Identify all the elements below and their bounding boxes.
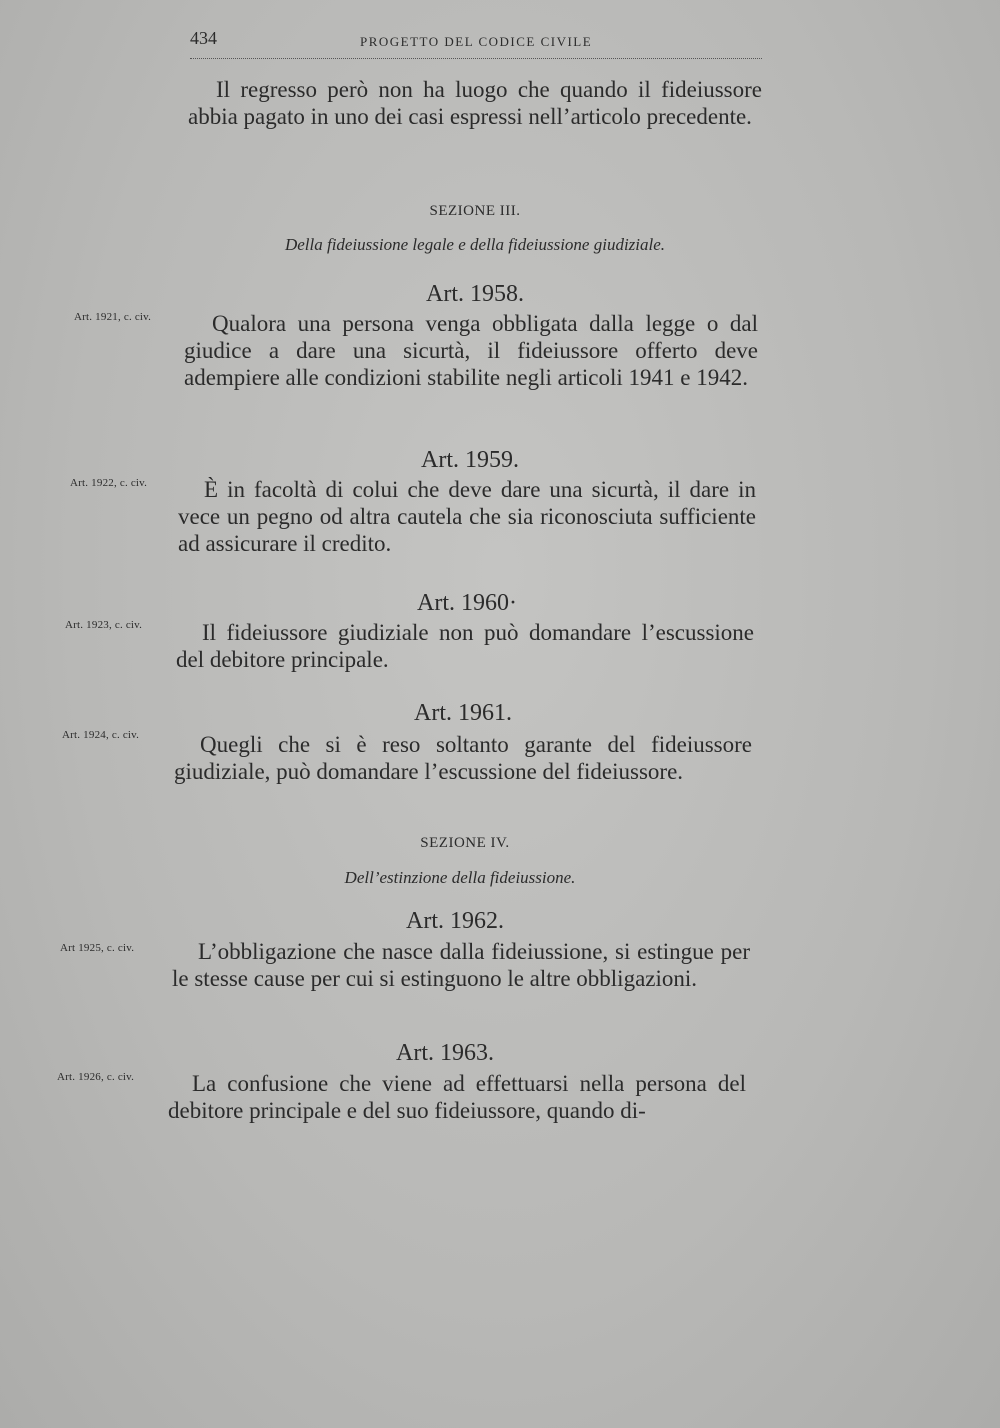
article-heading: Art. 1959. <box>421 447 519 473</box>
margin-reference: Art 1925, c. civ. <box>60 942 135 954</box>
article-text: È in facoltà di colui che deve dare una sicurtà, il dare in vece un pegno od altra cautela che sia riconosciuta sufficiente ad assicurare il credito. <box>178 477 756 556</box>
margin-reference: Art. 1922, c. civ. <box>70 477 148 489</box>
section-4-title: Dell’estinzione della fideiussione. <box>344 868 576 887</box>
section-4-label: SEZIONE IV. <box>420 835 510 851</box>
section-3-label: SEZIONE III. <box>429 203 521 219</box>
article-heading: Art. 1963. <box>396 1040 494 1066</box>
article-heading: Art. 1962. <box>406 908 504 934</box>
article-heading: Art. 1958. <box>426 281 524 307</box>
article-heading: Art. 1960· <box>417 590 517 616</box>
running-title: PROGETTO DEL CODICE CIVILE <box>360 34 593 49</box>
section-3-title: Della fideiussione legale e della fideiussione giudiziale. <box>284 235 666 254</box>
article-text: Il fideiussore giudiziale non può domandare l’escussione del debitore principale. <box>176 620 754 672</box>
article-text: La confusione che viene ad effettuarsi nella persona del debitore principale e del suo fideiussore, quando di- <box>168 1071 746 1123</box>
page-number: 434 <box>190 28 217 48</box>
article-text: L’obbligazione che nasce dalla fideiussione, si estingue per le stesse cause per cui si estinguono le altre obbligazioni. <box>172 939 750 991</box>
article-text: Qualora una persona venga obbligata dalla legge o dal giudice a dare una sicurtà, il fideiussore offerto deve adempiere alle condizioni stabilite negli articoli 1941 e 1942. <box>184 311 758 390</box>
article-text: Quegli che si è reso soltanto garante del fideiussore giudiziale, può domandare l’escussione del fideiussore. <box>174 732 752 784</box>
margin-reference: Art. 1924, c. civ. <box>62 729 140 741</box>
margin-reference: Art. 1921, c. civ. <box>74 311 152 323</box>
intro-paragraph: Il regresso però non ha luogo che quando il fideiussore abbia pagato in uno dei casi espressi nell’articolo precedente. <box>188 77 762 129</box>
article-heading: Art. 1961. <box>414 700 512 726</box>
margin-reference: Art. 1926, c. civ. <box>57 1071 135 1083</box>
page-header <box>190 28 762 59</box>
margin-reference: Art. 1923, c. civ. <box>65 619 143 631</box>
